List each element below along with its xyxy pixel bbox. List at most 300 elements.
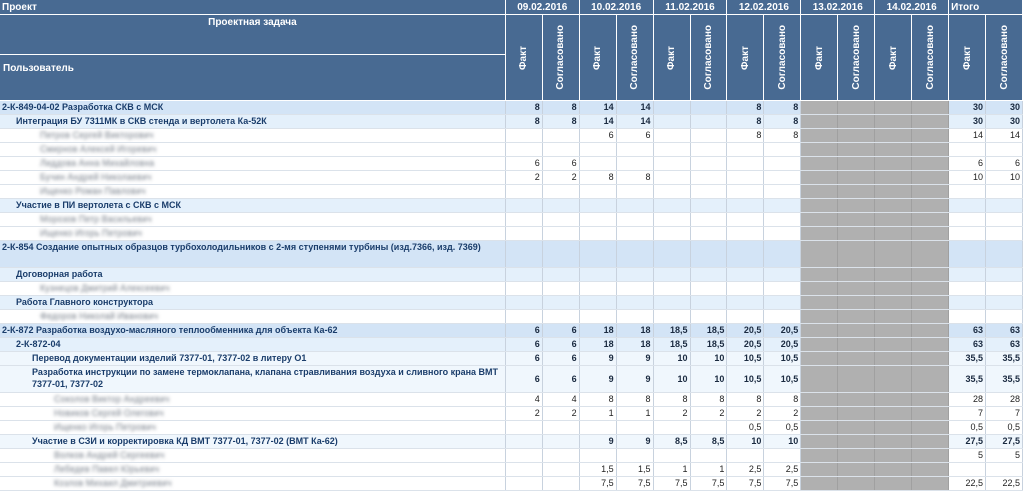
value-cell[interactable]: 6: [542, 338, 579, 352]
value-cell[interactable]: [690, 115, 727, 129]
user-row[interactable]: [0, 157, 1023, 171]
task-row[interactable]: [0, 366, 1023, 393]
value-cell[interactable]: [727, 449, 764, 463]
value-cell[interactable]: 1: [579, 407, 616, 421]
task-row[interactable]: [0, 268, 1023, 282]
value-cell[interactable]: [616, 185, 653, 199]
value-cell[interactable]: 14: [616, 115, 653, 129]
value-cell[interactable]: 10: [653, 352, 690, 366]
value-cell[interactable]: [542, 199, 579, 213]
value-cell[interactable]: 20,5: [764, 324, 801, 338]
value-cell[interactable]: [912, 282, 949, 296]
value-cell[interactable]: [875, 101, 912, 115]
value-cell[interactable]: [801, 449, 838, 463]
value-cell[interactable]: 8: [690, 393, 727, 407]
value-cell[interactable]: [801, 143, 838, 157]
value-cell[interactable]: 7,5: [579, 477, 616, 491]
value-cell[interactable]: 10: [727, 435, 764, 449]
value-cell[interactable]: [912, 393, 949, 407]
value-cell[interactable]: [801, 199, 838, 213]
value-cell[interactable]: [653, 213, 690, 227]
value-cell[interactable]: [690, 143, 727, 157]
user-row[interactable]: [0, 213, 1023, 227]
value-cell[interactable]: 30: [949, 115, 986, 129]
value-cell[interactable]: [912, 115, 949, 129]
value-cell[interactable]: [579, 157, 616, 171]
value-cell[interactable]: [838, 129, 875, 143]
value-cell[interactable]: 2,5: [727, 463, 764, 477]
value-cell[interactable]: [875, 282, 912, 296]
value-cell[interactable]: [690, 101, 727, 115]
value-cell[interactable]: [764, 227, 801, 241]
value-cell[interactable]: [690, 296, 727, 310]
value-cell[interactable]: [653, 310, 690, 324]
value-cell[interactable]: 35,5: [986, 366, 1023, 393]
value-cell[interactable]: 8: [727, 393, 764, 407]
value-cell[interactable]: 6: [505, 324, 542, 338]
value-cell[interactable]: 2,5: [764, 463, 801, 477]
value-cell[interactable]: [986, 282, 1023, 296]
value-cell[interactable]: [616, 421, 653, 435]
value-cell[interactable]: [838, 282, 875, 296]
value-cell[interactable]: 7: [986, 407, 1023, 421]
value-cell[interactable]: [912, 366, 949, 393]
value-cell[interactable]: [912, 463, 949, 477]
user-row[interactable]: [0, 282, 1023, 296]
value-cell[interactable]: [801, 213, 838, 227]
value-cell[interactable]: [801, 463, 838, 477]
value-cell[interactable]: 4: [542, 393, 579, 407]
value-cell[interactable]: 10,5: [764, 352, 801, 366]
value-cell[interactable]: [838, 157, 875, 171]
value-cell[interactable]: [616, 143, 653, 157]
value-cell[interactable]: [875, 213, 912, 227]
value-cell[interactable]: 14: [616, 101, 653, 115]
value-cell[interactable]: 63: [949, 324, 986, 338]
value-cell[interactable]: [912, 213, 949, 227]
value-cell[interactable]: [838, 241, 875, 268]
user-row[interactable]: [0, 310, 1023, 324]
value-cell[interactable]: [764, 157, 801, 171]
value-cell[interactable]: [579, 282, 616, 296]
value-cell[interactable]: 35,5: [949, 352, 986, 366]
value-cell[interactable]: [875, 185, 912, 199]
value-cell[interactable]: 7: [949, 407, 986, 421]
value-cell[interactable]: [505, 421, 542, 435]
value-cell[interactable]: 8: [727, 101, 764, 115]
value-cell[interactable]: [801, 435, 838, 449]
value-cell[interactable]: 8: [727, 129, 764, 143]
value-cell[interactable]: 6: [616, 129, 653, 143]
value-cell[interactable]: 6: [505, 338, 542, 352]
value-cell[interactable]: [912, 171, 949, 185]
value-cell[interactable]: 6: [949, 157, 986, 171]
value-cell[interactable]: 9: [616, 352, 653, 366]
value-cell[interactable]: [616, 157, 653, 171]
value-cell[interactable]: [801, 101, 838, 115]
value-cell[interactable]: [875, 129, 912, 143]
value-cell[interactable]: [505, 213, 542, 227]
value-cell[interactable]: [653, 296, 690, 310]
value-cell[interactable]: 6: [542, 324, 579, 338]
value-cell[interactable]: [838, 268, 875, 282]
value-cell[interactable]: [875, 143, 912, 157]
value-cell[interactable]: [579, 268, 616, 282]
value-cell[interactable]: [542, 241, 579, 268]
value-cell[interactable]: 18,5: [690, 324, 727, 338]
value-cell[interactable]: [949, 296, 986, 310]
value-cell[interactable]: [579, 241, 616, 268]
value-cell[interactable]: 6: [505, 352, 542, 366]
value-cell[interactable]: [801, 352, 838, 366]
value-cell[interactable]: [653, 157, 690, 171]
value-cell[interactable]: [912, 199, 949, 213]
value-cell[interactable]: [986, 213, 1023, 227]
value-cell[interactable]: 27,5: [949, 435, 986, 449]
value-cell[interactable]: [801, 227, 838, 241]
value-cell[interactable]: [505, 185, 542, 199]
value-cell[interactable]: 8: [616, 171, 653, 185]
value-cell[interactable]: 10: [690, 352, 727, 366]
value-cell[interactable]: [690, 310, 727, 324]
value-cell[interactable]: [912, 407, 949, 421]
value-cell[interactable]: [579, 227, 616, 241]
value-cell[interactable]: [579, 143, 616, 157]
value-cell[interactable]: [801, 157, 838, 171]
value-cell[interactable]: 18,5: [690, 338, 727, 352]
value-cell[interactable]: [579, 185, 616, 199]
value-cell[interactable]: [838, 101, 875, 115]
value-cell[interactable]: 63: [986, 338, 1023, 352]
value-cell[interactable]: 7,5: [653, 477, 690, 491]
value-cell[interactable]: [949, 227, 986, 241]
value-cell[interactable]: [653, 101, 690, 115]
user-row[interactable]: [0, 477, 1023, 491]
value-cell[interactable]: [912, 143, 949, 157]
value-cell[interactable]: 5: [986, 449, 1023, 463]
user-row[interactable]: [0, 227, 1023, 241]
value-cell[interactable]: [690, 282, 727, 296]
value-cell[interactable]: [505, 199, 542, 213]
value-cell[interactable]: [727, 227, 764, 241]
value-cell[interactable]: [875, 393, 912, 407]
value-cell[interactable]: 18,5: [653, 324, 690, 338]
value-cell[interactable]: 8: [616, 393, 653, 407]
value-cell[interactable]: [801, 115, 838, 129]
value-cell[interactable]: 1: [616, 407, 653, 421]
value-cell[interactable]: [838, 366, 875, 393]
value-cell[interactable]: [579, 213, 616, 227]
task-row[interactable]: [0, 352, 1023, 366]
value-cell[interactable]: [653, 268, 690, 282]
value-cell[interactable]: [838, 338, 875, 352]
value-cell[interactable]: 8: [653, 393, 690, 407]
value-cell[interactable]: [542, 296, 579, 310]
value-cell[interactable]: [801, 282, 838, 296]
value-cell[interactable]: 14: [579, 101, 616, 115]
value-cell[interactable]: [801, 421, 838, 435]
value-cell[interactable]: [542, 185, 579, 199]
task-row[interactable]: [0, 199, 1023, 213]
user-row[interactable]: [0, 143, 1023, 157]
value-cell[interactable]: [875, 338, 912, 352]
task-row[interactable]: [0, 241, 1023, 268]
value-cell[interactable]: [801, 366, 838, 393]
value-cell[interactable]: 7,5: [690, 477, 727, 491]
user-row[interactable]: [0, 407, 1023, 421]
task-row[interactable]: [0, 296, 1023, 310]
user-row[interactable]: [0, 393, 1023, 407]
user-row[interactable]: [0, 129, 1023, 143]
value-cell[interactable]: [912, 296, 949, 310]
value-cell[interactable]: [801, 185, 838, 199]
value-cell[interactable]: [764, 213, 801, 227]
value-cell[interactable]: [727, 310, 764, 324]
value-cell[interactable]: [949, 268, 986, 282]
value-cell[interactable]: [505, 449, 542, 463]
value-cell[interactable]: 18: [579, 324, 616, 338]
value-cell[interactable]: [653, 143, 690, 157]
value-cell[interactable]: [986, 241, 1023, 268]
value-cell[interactable]: 10,5: [764, 366, 801, 393]
value-cell[interactable]: [653, 129, 690, 143]
value-cell[interactable]: [912, 310, 949, 324]
value-cell[interactable]: [690, 213, 727, 227]
value-cell[interactable]: [653, 171, 690, 185]
value-cell[interactable]: [505, 129, 542, 143]
value-cell[interactable]: 6: [542, 352, 579, 366]
value-cell[interactable]: [875, 407, 912, 421]
user-row[interactable]: [0, 463, 1023, 477]
value-cell[interactable]: [727, 282, 764, 296]
value-cell[interactable]: [690, 421, 727, 435]
value-cell[interactable]: [690, 199, 727, 213]
user-row[interactable]: [0, 171, 1023, 185]
value-cell[interactable]: [838, 463, 875, 477]
value-cell[interactable]: [542, 227, 579, 241]
value-cell[interactable]: 2: [542, 407, 579, 421]
value-cell[interactable]: 8: [579, 171, 616, 185]
user-row[interactable]: [0, 421, 1023, 435]
value-cell[interactable]: [912, 435, 949, 449]
value-cell[interactable]: 22,5: [986, 477, 1023, 491]
value-cell[interactable]: [727, 268, 764, 282]
value-cell[interactable]: 8: [764, 115, 801, 129]
value-cell[interactable]: 18: [579, 338, 616, 352]
value-cell[interactable]: [912, 449, 949, 463]
value-cell[interactable]: [986, 143, 1023, 157]
value-cell[interactable]: 63: [949, 338, 986, 352]
value-cell[interactable]: [875, 421, 912, 435]
value-cell[interactable]: [912, 227, 949, 241]
value-cell[interactable]: [838, 407, 875, 421]
value-cell[interactable]: 9: [616, 366, 653, 393]
value-cell[interactable]: [949, 199, 986, 213]
value-cell[interactable]: [542, 421, 579, 435]
value-cell[interactable]: 0,5: [727, 421, 764, 435]
value-cell[interactable]: [616, 296, 653, 310]
value-cell[interactable]: 14: [986, 129, 1023, 143]
value-cell[interactable]: [505, 268, 542, 282]
value-cell[interactable]: 8: [505, 101, 542, 115]
value-cell[interactable]: [838, 296, 875, 310]
value-cell[interactable]: [653, 199, 690, 213]
value-cell[interactable]: 0,5: [949, 421, 986, 435]
value-cell[interactable]: 6: [986, 157, 1023, 171]
value-cell[interactable]: 7,5: [616, 477, 653, 491]
value-cell[interactable]: [764, 185, 801, 199]
value-cell[interactable]: [838, 213, 875, 227]
value-cell[interactable]: [801, 129, 838, 143]
value-cell[interactable]: [653, 282, 690, 296]
value-cell[interactable]: [801, 338, 838, 352]
value-cell[interactable]: [542, 282, 579, 296]
value-cell[interactable]: 2: [542, 171, 579, 185]
value-cell[interactable]: [727, 185, 764, 199]
value-cell[interactable]: 27,5: [986, 435, 1023, 449]
value-cell[interactable]: [505, 435, 542, 449]
value-cell[interactable]: [912, 157, 949, 171]
value-cell[interactable]: 1,5: [616, 463, 653, 477]
value-cell[interactable]: [875, 296, 912, 310]
value-cell[interactable]: [875, 157, 912, 171]
value-cell[interactable]: [801, 393, 838, 407]
value-cell[interactable]: [875, 199, 912, 213]
value-cell[interactable]: [542, 477, 579, 491]
value-cell[interactable]: [505, 477, 542, 491]
value-cell[interactable]: [912, 129, 949, 143]
value-cell[interactable]: 6: [542, 157, 579, 171]
value-cell[interactable]: [727, 296, 764, 310]
value-cell[interactable]: [875, 227, 912, 241]
value-cell[interactable]: [727, 213, 764, 227]
value-cell[interactable]: [912, 324, 949, 338]
value-cell[interactable]: [838, 421, 875, 435]
user-row[interactable]: [0, 449, 1023, 463]
value-cell[interactable]: 6: [505, 366, 542, 393]
value-cell[interactable]: 2: [505, 171, 542, 185]
value-cell[interactable]: [579, 310, 616, 324]
value-cell[interactable]: [579, 421, 616, 435]
value-cell[interactable]: [764, 199, 801, 213]
value-cell[interactable]: 5: [949, 449, 986, 463]
value-cell[interactable]: [579, 199, 616, 213]
value-cell[interactable]: 8,5: [653, 435, 690, 449]
value-cell[interactable]: 28: [949, 393, 986, 407]
value-cell[interactable]: [764, 171, 801, 185]
value-cell[interactable]: [949, 185, 986, 199]
value-cell[interactable]: 18: [616, 324, 653, 338]
value-cell[interactable]: [653, 115, 690, 129]
value-cell[interactable]: [653, 185, 690, 199]
value-cell[interactable]: [875, 449, 912, 463]
value-cell[interactable]: 1,5: [579, 463, 616, 477]
value-cell[interactable]: [690, 241, 727, 268]
value-cell[interactable]: [505, 227, 542, 241]
value-cell[interactable]: 20,5: [764, 338, 801, 352]
value-cell[interactable]: 63: [986, 324, 1023, 338]
value-cell[interactable]: 1: [653, 463, 690, 477]
task-row[interactable]: [0, 115, 1023, 129]
task-row[interactable]: [0, 338, 1023, 352]
value-cell[interactable]: [764, 241, 801, 268]
value-cell[interactable]: 8: [727, 115, 764, 129]
value-cell[interactable]: [986, 463, 1023, 477]
value-cell[interactable]: 14: [949, 129, 986, 143]
value-cell[interactable]: [542, 449, 579, 463]
value-cell[interactable]: 4: [505, 393, 542, 407]
value-cell[interactable]: 30: [986, 115, 1023, 129]
value-cell[interactable]: [838, 171, 875, 185]
value-cell[interactable]: [912, 421, 949, 435]
value-cell[interactable]: [727, 171, 764, 185]
value-cell[interactable]: [912, 268, 949, 282]
value-cell[interactable]: 20,5: [727, 338, 764, 352]
value-cell[interactable]: [875, 241, 912, 268]
value-cell[interactable]: [616, 241, 653, 268]
value-cell[interactable]: [579, 449, 616, 463]
value-cell[interactable]: [764, 143, 801, 157]
value-cell[interactable]: [653, 421, 690, 435]
value-cell[interactable]: 8: [764, 101, 801, 115]
value-cell[interactable]: 10: [949, 171, 986, 185]
value-cell[interactable]: [727, 157, 764, 171]
value-cell[interactable]: [875, 310, 912, 324]
value-cell[interactable]: [542, 213, 579, 227]
value-cell[interactable]: [875, 171, 912, 185]
value-cell[interactable]: 2: [653, 407, 690, 421]
value-cell[interactable]: [542, 143, 579, 157]
value-cell[interactable]: [875, 435, 912, 449]
value-cell[interactable]: [690, 185, 727, 199]
value-cell[interactable]: [727, 143, 764, 157]
value-cell[interactable]: 6: [505, 157, 542, 171]
value-cell[interactable]: 6: [542, 366, 579, 393]
value-cell[interactable]: 35,5: [949, 366, 986, 393]
value-cell[interactable]: [690, 171, 727, 185]
value-cell[interactable]: [875, 366, 912, 393]
value-cell[interactable]: [653, 227, 690, 241]
value-cell[interactable]: [690, 157, 727, 171]
value-cell[interactable]: [838, 185, 875, 199]
value-cell[interactable]: [690, 268, 727, 282]
value-cell[interactable]: 8,5: [690, 435, 727, 449]
value-cell[interactable]: [764, 449, 801, 463]
value-cell[interactable]: [505, 241, 542, 268]
value-cell[interactable]: 10: [764, 435, 801, 449]
value-cell[interactable]: [875, 463, 912, 477]
value-cell[interactable]: 0,5: [986, 421, 1023, 435]
value-cell[interactable]: [838, 143, 875, 157]
value-cell[interactable]: [838, 227, 875, 241]
value-cell[interactable]: [801, 171, 838, 185]
value-cell[interactable]: [986, 310, 1023, 324]
value-cell[interactable]: 18,5: [653, 338, 690, 352]
value-cell[interactable]: [986, 185, 1023, 199]
user-row[interactable]: [0, 185, 1023, 199]
value-cell[interactable]: [690, 449, 727, 463]
value-cell[interactable]: [875, 352, 912, 366]
value-cell[interactable]: [764, 310, 801, 324]
value-cell[interactable]: 9: [616, 435, 653, 449]
value-cell[interactable]: [838, 310, 875, 324]
value-cell[interactable]: 14: [579, 115, 616, 129]
value-cell[interactable]: [616, 282, 653, 296]
value-cell[interactable]: [542, 129, 579, 143]
value-cell[interactable]: [505, 463, 542, 477]
value-cell[interactable]: 2: [505, 407, 542, 421]
value-cell[interactable]: 10,5: [727, 366, 764, 393]
